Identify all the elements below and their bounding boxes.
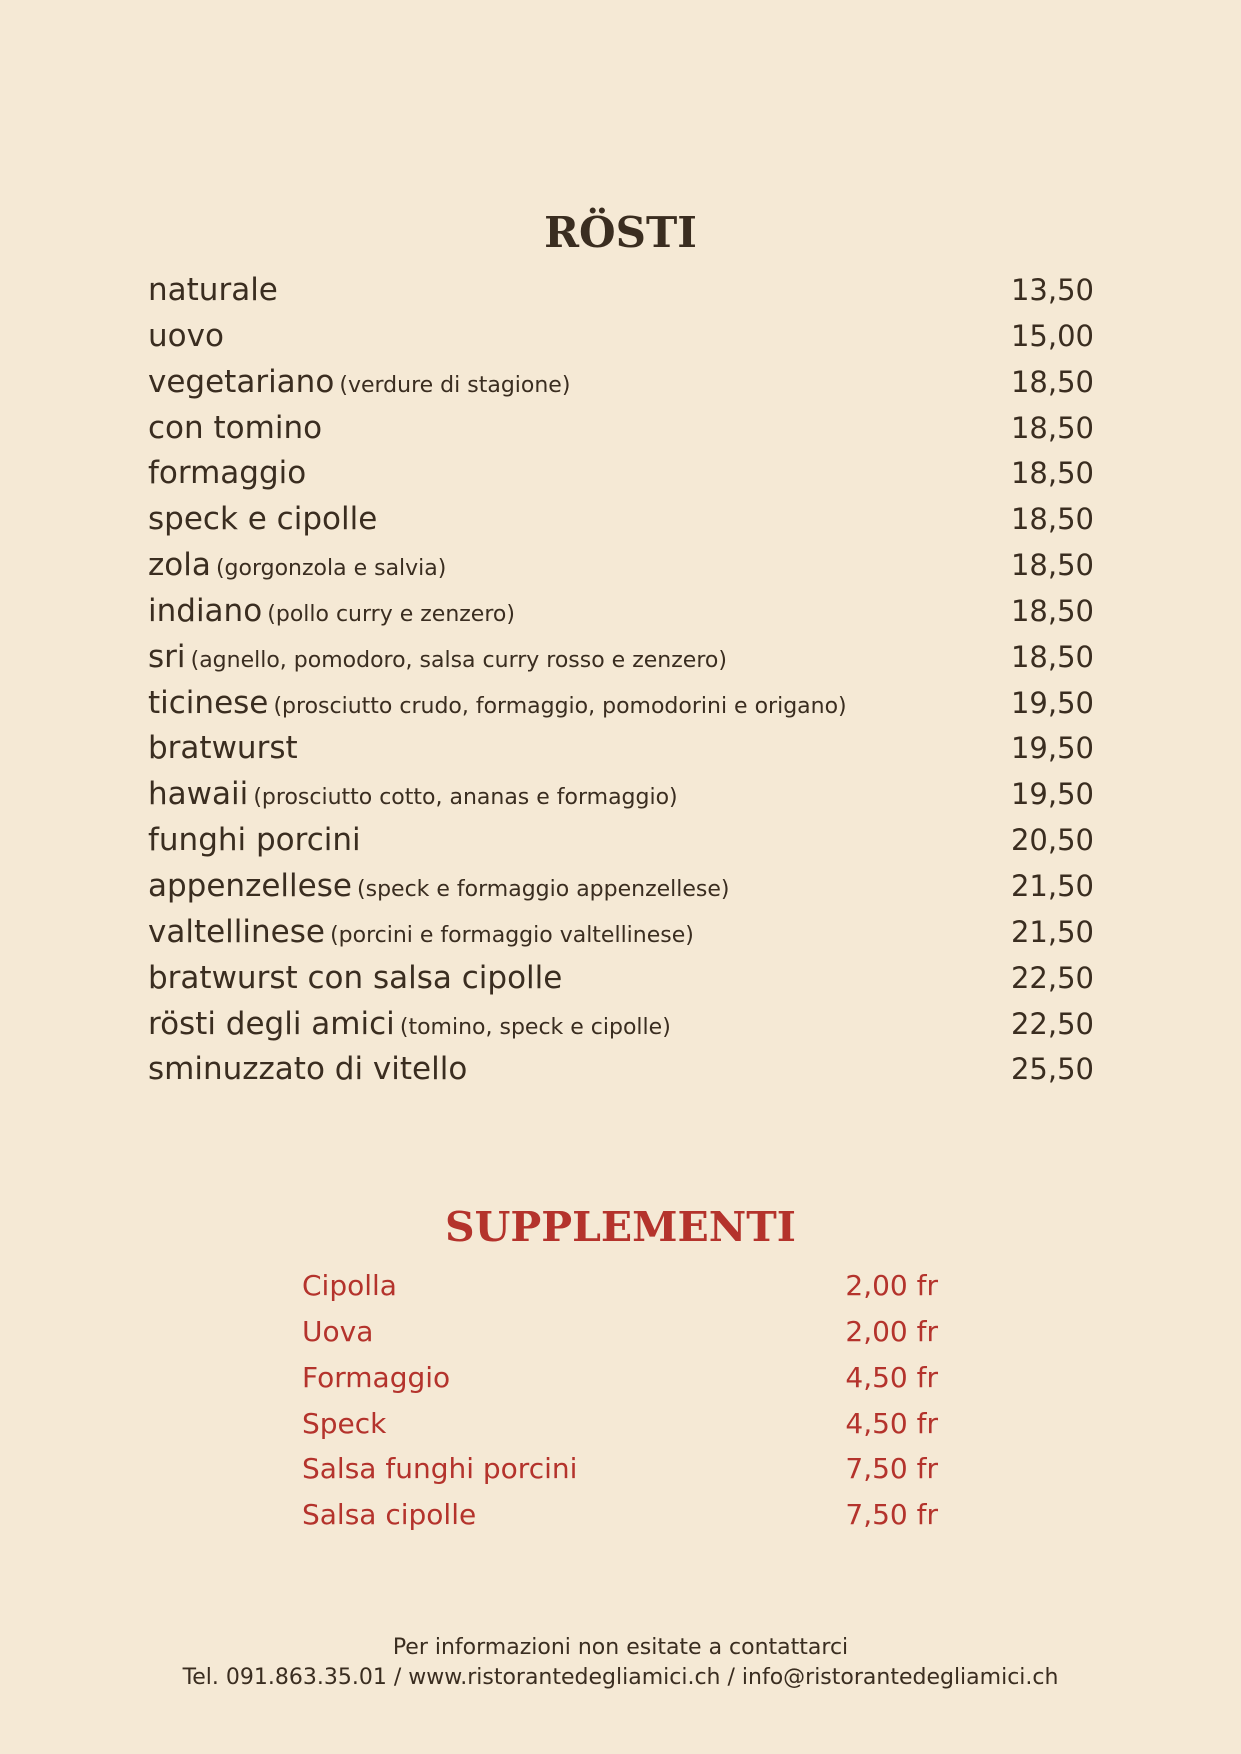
supplementi-menu-item [302, 1498, 938, 1544]
rosti-item-name: con tomino [148, 409, 323, 446]
rosti-menu-item [148, 639, 1094, 685]
supplementi-item-label [302, 1452, 577, 1485]
supplementi-item-price: 2,00 fr [845, 1269, 938, 1302]
rosti-item-description: (verdure di stagione) [339, 372, 571, 398]
rosti-item-label [148, 776, 678, 812]
supplementi-menu-item [302, 1269, 938, 1315]
rosti-item-price: 13,50 [1010, 273, 1094, 307]
supplementi-item-label [302, 1315, 373, 1348]
rosti-item-label [148, 410, 322, 446]
rosti-item-price: 21,50 [1010, 868, 1094, 903]
rosti-item-name: zola [148, 547, 211, 584]
rosti-item-price: 20,50 [1010, 823, 1094, 858]
rosti-item-label [148, 1051, 467, 1087]
supplementi-item-price: 2,00 fr [845, 1314, 938, 1348]
rosti-menu-item [148, 730, 1094, 776]
rosti-item-name: bratwurst con salsa cipolle [148, 959, 563, 996]
rosti-menu-item [148, 455, 1094, 501]
rosti-item-label [148, 455, 306, 491]
rosti-menu-item [148, 822, 1094, 868]
rosti-menu-item [148, 318, 1094, 364]
supplementi-section-title: SUPPLEMENTI [445, 1203, 796, 1251]
rosti-item-price: 19,50 [1010, 777, 1094, 812]
rosti-item-price: 18,50 [1010, 593, 1094, 628]
supplementi-item-label [302, 1361, 450, 1394]
supplementi-item-price: 7,50 fr [845, 1498, 938, 1532]
rosti-item-price: 22,50 [1010, 960, 1094, 995]
rosti-item-name: uovo [148, 317, 224, 354]
rosti-item-label [148, 914, 694, 950]
rosti-menu-item [148, 1006, 1094, 1052]
supplementi-item-name: Formaggio [302, 1360, 451, 1394]
supplementi-item-name: Uova [302, 1314, 374, 1348]
rosti-item-name: hawaii [148, 776, 249, 813]
rosti-item-label [148, 593, 515, 629]
rosti-menu-item [148, 776, 1094, 822]
rosti-item-description: (gorgonzola e salvia) [215, 556, 447, 582]
rosti-item-label [148, 1006, 671, 1042]
rosti-item-description: (speck e formaggio appenzellese) [357, 876, 730, 902]
rosti-item-label [148, 364, 570, 400]
rosti-item-label [148, 868, 730, 904]
supplementi-menu-item [302, 1361, 938, 1407]
rosti-item-description: (agnello, pomodoro, salsa curry rosso e zenzero) [190, 647, 727, 673]
rosti-item-name: vegetariano [148, 363, 335, 400]
footer-contact-note: Per informazioni non esitate a contattarci [392, 1635, 849, 1660]
rosti-item-name: naturale [148, 272, 278, 308]
rosti-item-label [148, 501, 377, 537]
rosti-item-price: 18,50 [1010, 410, 1094, 445]
rosti-item-name: appenzellese [148, 867, 352, 904]
rosti-menu-item [148, 272, 1094, 318]
rosti-item-name: funghi porcini [148, 822, 361, 859]
supplementi-item-price: 4,50 fr [845, 1360, 938, 1394]
rosti-item-name: valtellinese [148, 913, 325, 950]
supplementi-menu-item [302, 1315, 938, 1361]
rosti-item-price: 18,50 [1010, 639, 1094, 674]
rosti-item-description: (porcini e formaggio valtellinese) [330, 922, 694, 948]
rosti-item-name: sri [148, 638, 186, 675]
rosti-item-price: 15,00 [1010, 318, 1094, 353]
rosti-item-price: 18,50 [1010, 502, 1094, 537]
rosti-menu-item [148, 868, 1094, 914]
rosti-item-name: formaggio [148, 455, 307, 492]
supplementi-menu-item [302, 1452, 938, 1498]
rosti-section-title: RÖSTI [544, 208, 697, 257]
footer-contact-details: Tel. 091.863.35.01 / www.ristorantedegliamici.ch / info@ristorantedegliamici.ch [182, 1665, 1059, 1690]
rosti-item-description: (tomino, speck e cipolle) [399, 1014, 671, 1040]
rosti-item-name: rösti degli amici [148, 1005, 395, 1042]
rosti-item-description: (prosciutto crudo, formaggio, pomodorini e origano) [273, 693, 847, 719]
supplementi-item-label [302, 1498, 476, 1531]
rosti-item-price: 25,50 [1010, 1052, 1094, 1087]
supplementi-menu-item [302, 1407, 938, 1453]
supplementi-item-label [302, 1407, 386, 1440]
rosti-item-name: sminuzzato di vitello [148, 1051, 468, 1088]
rosti-menu-list [148, 272, 1094, 1097]
rosti-item-label [148, 318, 224, 354]
supplementi-item-name: Speck [302, 1406, 387, 1440]
supplementi-item-name: Salsa funghi porcini [302, 1452, 578, 1486]
rosti-menu-item [148, 1051, 1094, 1097]
rosti-item-price: 18,50 [1010, 548, 1094, 583]
rosti-item-name: ticinese [148, 684, 269, 721]
rosti-item-name: speck e cipolle [148, 501, 378, 538]
rosti-item-label [148, 685, 847, 721]
rosti-menu-item [148, 501, 1094, 547]
rosti-item-price: 18,50 [1010, 456, 1094, 491]
rosti-item-description: (pollo curry e zenzero) [267, 601, 515, 627]
rosti-item-description: (prosciutto cotto, ananas e formaggio) [253, 785, 678, 811]
rosti-menu-item [148, 914, 1094, 960]
rosti-menu-item [148, 960, 1094, 1006]
rosti-item-name: indiano [148, 592, 263, 629]
rosti-item-price: 21,50 [1010, 914, 1094, 949]
rosti-menu-item [148, 364, 1094, 410]
rosti-item-label [148, 960, 562, 996]
rosti-item-label [148, 639, 727, 675]
rosti-menu-item [148, 593, 1094, 639]
rosti-item-label [148, 822, 361, 858]
supplementi-item-name: Salsa cipolle [302, 1498, 477, 1532]
supplementi-item-label [302, 1269, 397, 1302]
rosti-item-label [148, 547, 446, 583]
rosti-item-price: 19,50 [1010, 731, 1094, 766]
rosti-item-price: 22,50 [1010, 1006, 1094, 1041]
supplementi-menu-list [302, 1269, 938, 1544]
rosti-menu-item [148, 547, 1094, 593]
rosti-item-label [148, 272, 278, 308]
rosti-item-label [148, 730, 298, 766]
supplementi-item-price: 4,50 fr [845, 1406, 938, 1440]
supplementi-item-price: 7,50 fr [845, 1452, 938, 1486]
rosti-menu-item [148, 685, 1094, 731]
rosti-item-name: bratwurst [148, 730, 298, 767]
supplementi-item-name: Cipolla [302, 1269, 397, 1302]
rosti-item-price: 18,50 [1010, 364, 1094, 399]
rosti-item-price: 19,50 [1010, 685, 1094, 720]
rosti-menu-item [148, 410, 1094, 456]
